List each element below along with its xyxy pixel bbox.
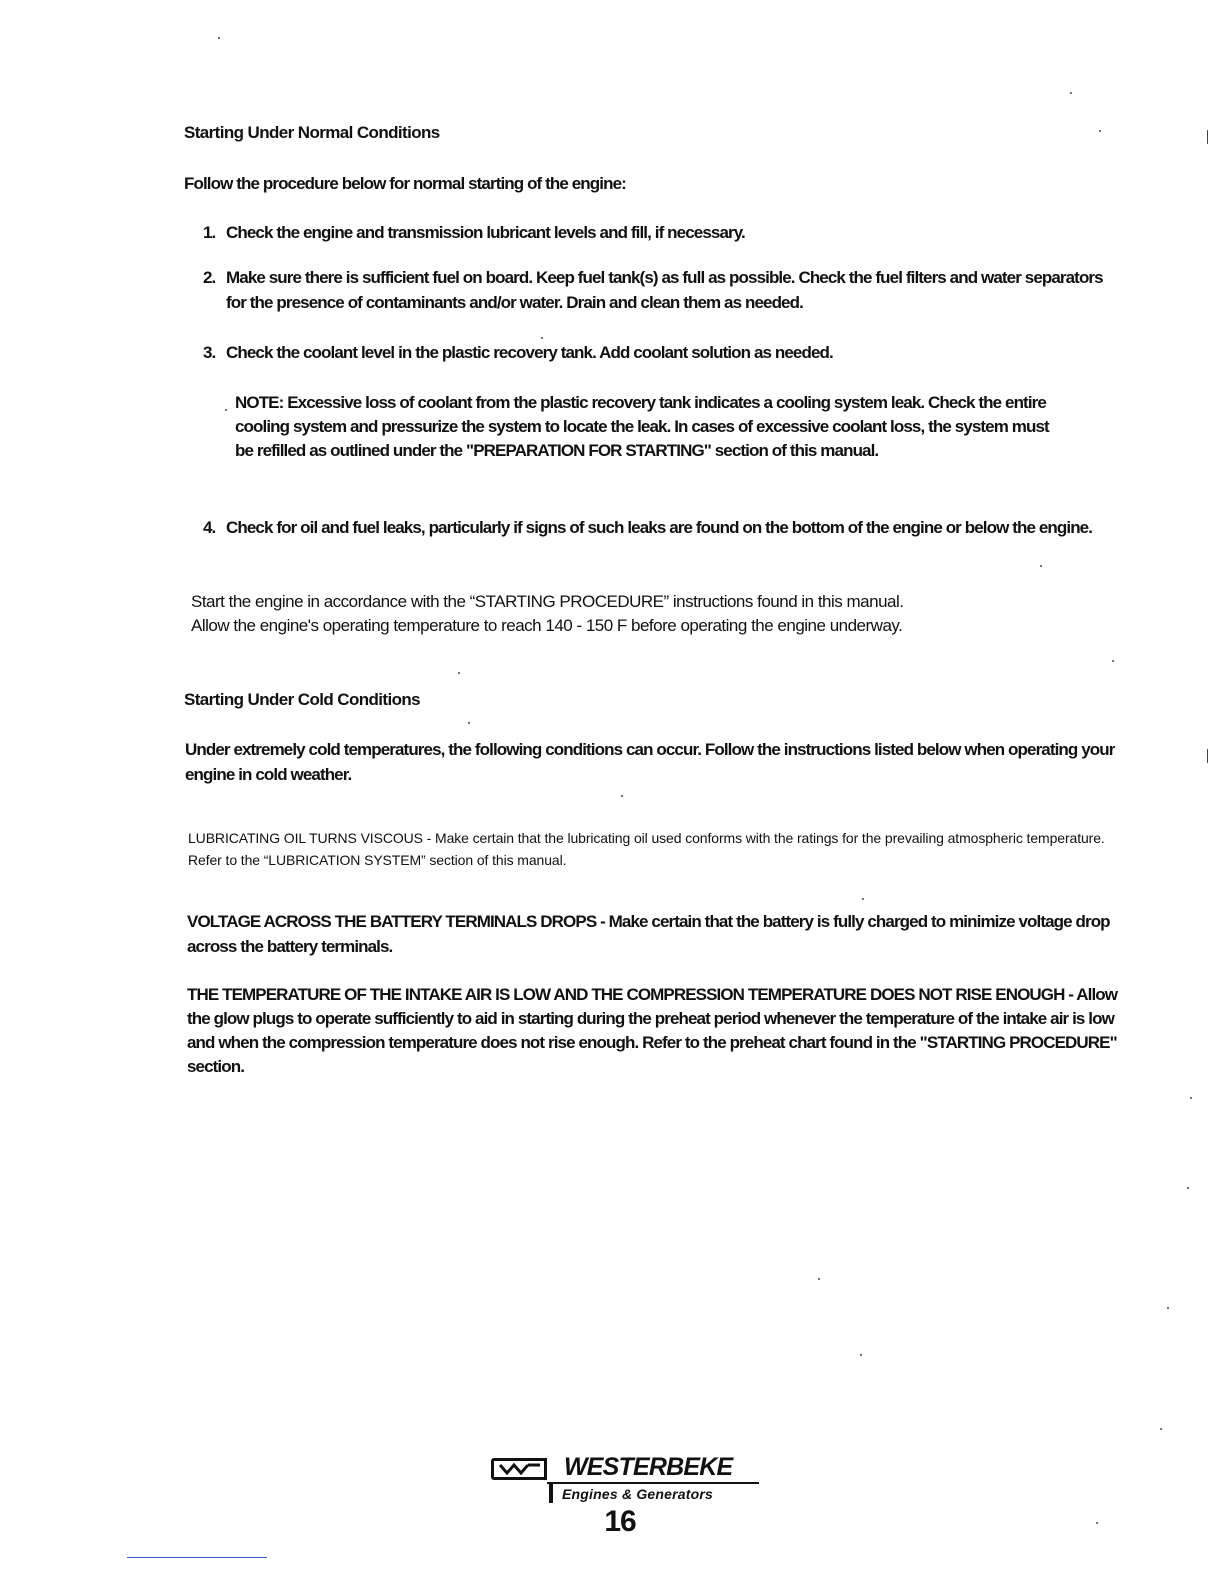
step-number: 4. — [203, 518, 216, 537]
scan-speck — [458, 672, 460, 674]
page-number: 16 — [604, 1505, 636, 1538]
scan-speck — [541, 337, 543, 339]
logo-stem — [549, 1482, 553, 1503]
step-number: 1. — [203, 223, 216, 242]
scan-speck — [1190, 1097, 1192, 1099]
scan-speck — [1112, 660, 1114, 662]
step-text: Make sure there is sufficient fuel on board. Keep fuel tank(s) as full as possible. Check the fuel filters and water separators for the presence of contaminants and/or water. Drain and clean them as needed. — [226, 268, 1103, 312]
scan-speck — [621, 795, 623, 797]
step-number: 3. — [203, 343, 216, 362]
step-text: Check the coolant level in the plastic recovery tank. Add coolant solution as needed. — [226, 343, 833, 362]
scan-speck — [862, 898, 864, 900]
scan-speck — [468, 722, 470, 724]
step-3 — [203, 340, 1123, 365]
step-2 — [203, 265, 1123, 315]
scan-speck — [1160, 1428, 1162, 1430]
footer-rule — [127, 1557, 267, 1558]
closing-line-1: Start the engine in accordance with the “STARTING PROCEDURE” instructions found in this manual. — [191, 592, 904, 611]
scan-speck — [1187, 1187, 1189, 1189]
scan-speck — [1207, 749, 1208, 763]
step-1 — [203, 220, 1123, 245]
scan-speck — [1167, 1307, 1169, 1309]
cold-conditions-heading: Starting Under Cold Conditions — [184, 690, 421, 709]
scan-speck — [1207, 130, 1208, 144]
battery-voltage-paragraph: VOLTAGE ACROSS THE BATTERY TERMINALS DROPS - Make certain that the battery is fully charged to minimize voltage drop across the battery terminals. — [187, 912, 1110, 956]
coolant-note: NOTE: Excessive loss of coolant from the plastic recovery tank indicates a cooling system leak. Check the entire cooling system and pressurize the system to locate the leak. In cases of excessive coolant loss, the system must be refilled as outlined under the "PREPARATION FOR STARTING" section of this manual. — [235, 393, 1049, 460]
step-4 — [203, 515, 1123, 540]
brand-tagline: Engines & Generators — [562, 1486, 714, 1502]
step-text: Check the engine and transmission lubricant levels and fill, if necessary. — [226, 223, 745, 242]
normal-conditions-heading: Starting Under Normal Conditions — [184, 123, 440, 142]
intake-air-paragraph: THE TEMPERATURE OF THE INTAKE AIR IS LOW AND THE COMPRESSION TEMPERATURE DOES NOT RISE ENOUGH - Allow the glow plugs to operate sufficiently to aid in starting during the preheat period whenever the temperature of the intake air is low and when the compression temperature does not rise enough. Refer to the preheat chart found in the "STARTING PROCEDURE" section. — [187, 985, 1118, 1076]
scan-speck — [860, 1354, 862, 1356]
lubricating-oil-paragraph: LUBRICATING OIL TURNS VISCOUS - Make certain that the lubricating oil used conforms with the ratings for the prevailing atmospheric temperature. Refer to the “LUBRICATION SYSTEM” section of this manual. — [188, 830, 1105, 868]
scan-speck — [218, 37, 220, 39]
scan-speck — [1040, 565, 1042, 567]
step-text: Check for oil and fuel leaks, particularly if signs of such leaks are found on the bottom of the engine or below the engine. — [226, 518, 1093, 537]
brand-name: WESTERBEKE — [564, 1453, 733, 1481]
step-number: 2. — [203, 268, 216, 287]
scan-speck — [1070, 92, 1072, 94]
scan-speck — [1099, 130, 1101, 132]
logo-rule — [547, 1482, 759, 1484]
closing-line-2: Allow the engine's operating temperature to reach 140 - 150 F before operating the engine underway. — [191, 616, 903, 635]
normal-intro: Follow the procedure below for normal starting of the engine: — [184, 174, 626, 193]
scan-speck — [818, 1278, 820, 1280]
scan-speck — [225, 409, 227, 411]
logo-emblem-icon — [491, 1458, 547, 1480]
cold-intro: Under extremely cold temperatures, the following conditions can occur. Follow the instructions listed below when operating your engine in cold weather. — [185, 740, 1115, 784]
scan-speck — [1096, 1522, 1098, 1524]
